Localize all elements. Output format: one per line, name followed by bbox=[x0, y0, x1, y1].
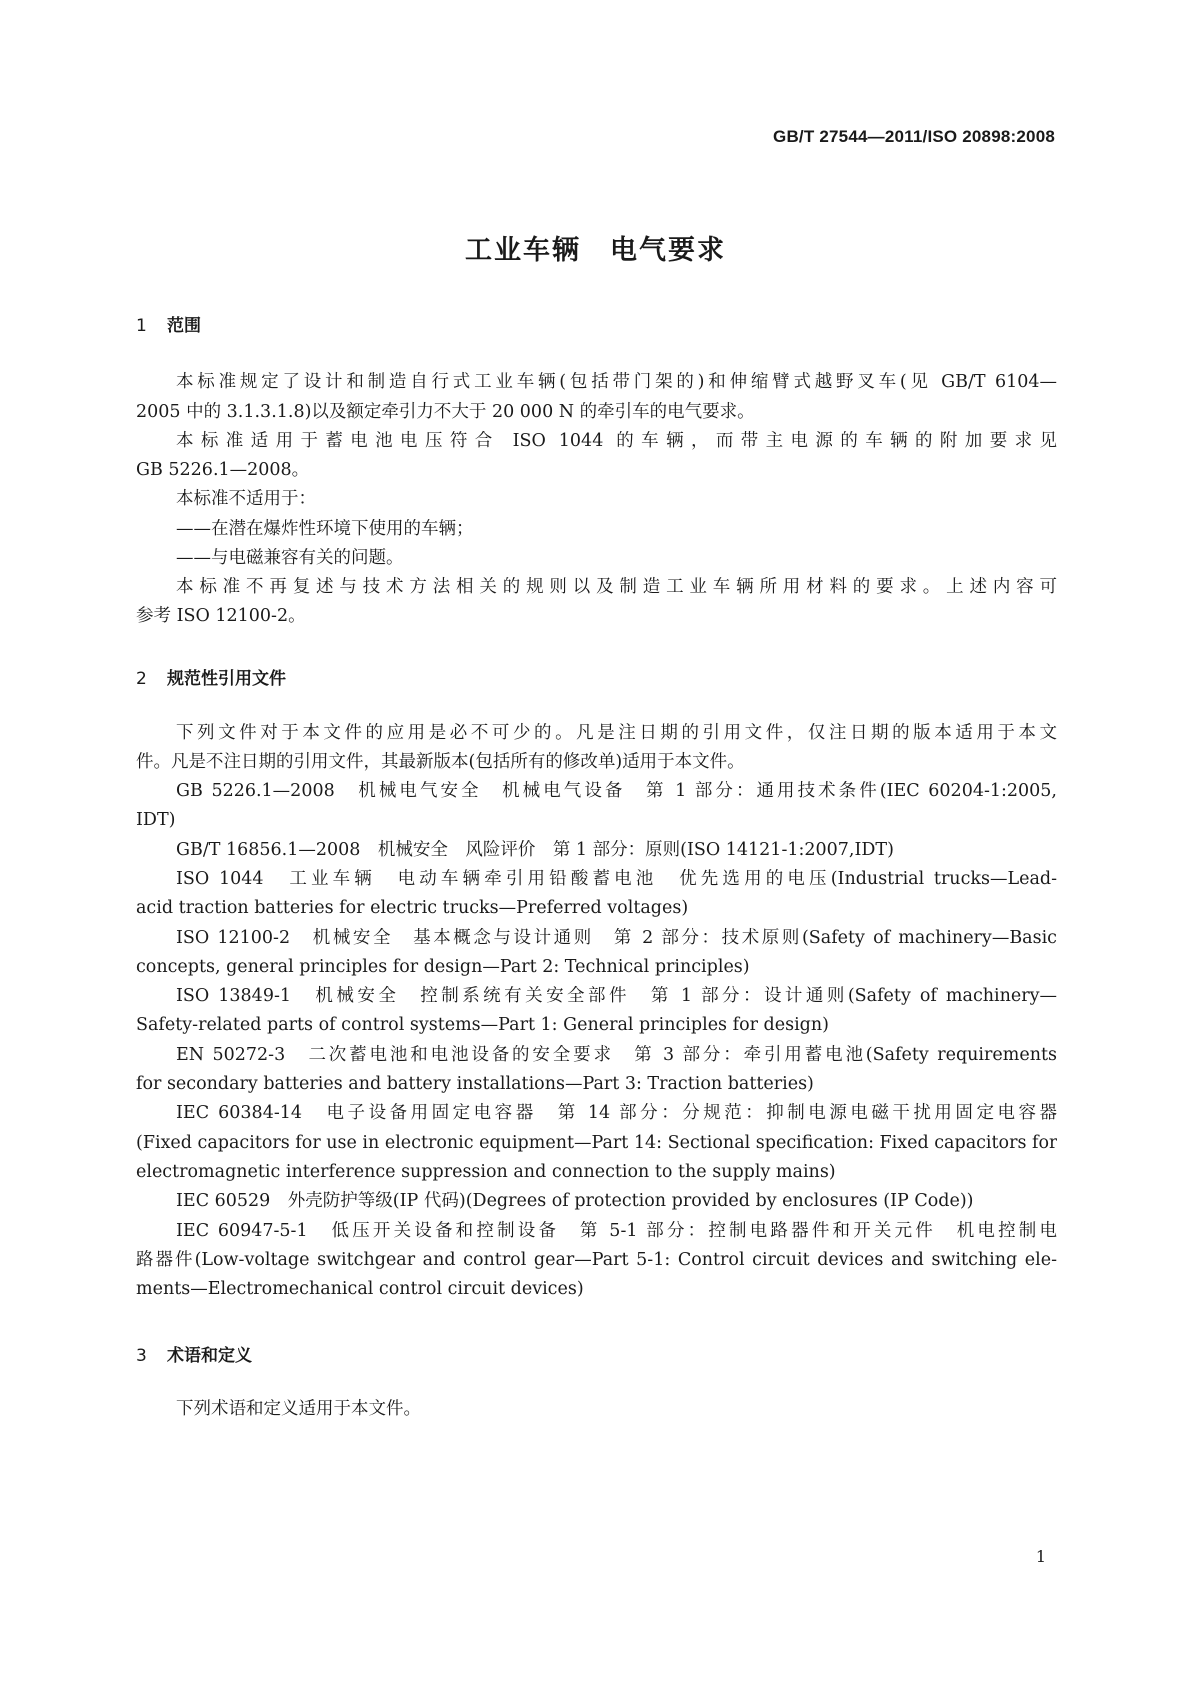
paragraph-line: 下列文件对于本文件的应用是必不可少的。凡是注日期的引用文件，仅注日期的版本适用于本文 bbox=[176, 723, 1057, 743]
reference-entry: ISO 12100-2 机械安全 基本概念与设计通则 第 2 部分：技术原则(Safety of machinery—Basic bbox=[176, 928, 1057, 948]
paragraph-line: 下列术语和定义适用于本文件。 bbox=[176, 1399, 421, 1419]
section-heading-normative-references bbox=[136, 664, 286, 689]
section-title: 范围 bbox=[167, 316, 201, 336]
paragraph-line: 本标准规定了设计和制造自行式工业车辆(包括带门架的)和伸缩臂式越野叉车(见 GB/T 6104— bbox=[176, 372, 1057, 392]
reference-entry-continued: IDT) bbox=[136, 810, 176, 830]
paragraph-line: GB 5226.1—2008。 bbox=[136, 460, 310, 480]
reference-entry-continued: acid traction batteries for electric trucks—Preferred voltages) bbox=[136, 898, 689, 918]
standard-code: GB/T 27544—2011/ISO 20898:2008 bbox=[773, 127, 1055, 146]
reference-entry: ISO 13849-1 机械安全 控制系统有关安全部件 第 1 部分：设计通则(Safety of machinery— bbox=[176, 986, 1057, 1006]
section-title: 规范性引用文件 bbox=[167, 669, 286, 689]
paragraph-line: 本标准不适用于： bbox=[176, 489, 316, 509]
paragraph-line: 本标准适用于蓄电池电压符合 ISO 1044 的车辆，而带主电源的车辆的附加要求见 bbox=[176, 431, 1057, 451]
reference-entry-continued: ments—Electromechanical control circuit devices) bbox=[136, 1279, 584, 1299]
reference-entry: GB 5226.1—2008 机械电气安全 机械电气设备 第 1 部分：通用技术条件(IEC 60204-1:2005, bbox=[176, 781, 1057, 801]
reference-entry: IEC 60529 外壳防护等级(IP 代码)(Degrees of protection provided by enclosures (IP Code)) bbox=[176, 1191, 974, 1211]
paragraph-line: 件。凡是不注日期的引用文件，其最新版本(包括所有的修改单)适用于本文件。 bbox=[136, 752, 745, 772]
section-heading-terms-definitions bbox=[136, 1341, 252, 1366]
section-number: 2 bbox=[136, 669, 147, 689]
reference-entry-continued: 路器件(Low-voltage switchgear and control gear—Part 5-1: Control circuit devices and switching ele- bbox=[136, 1250, 1057, 1270]
reference-entry: ISO 1044 工业车辆 电动车辆牵引用铅酸蓄电池 优先选用的电压(Industrial trucks—Lead- bbox=[176, 869, 1057, 889]
page-number: 1 bbox=[1035, 1547, 1046, 1566]
reference-entry-continued: (Fixed capacitors for use in electronic equipment—Part 14: Sectional specification: Fixed capacitors for bbox=[136, 1133, 1057, 1153]
reference-entry: GB/T 16856.1—2008 机械安全 风险评价 第 1 部分：原则(ISO 14121-1:2007,IDT) bbox=[176, 840, 894, 860]
reference-entry: IEC 60384-14 电子设备用固定电容器 第 14 部分：分规范：抑制电源电磁干扰用固定电容器 bbox=[176, 1103, 1057, 1123]
reference-entry: EN 50272-3 二次蓄电池和电池设备的安全要求 第 3 部分：牵引用蓄电池(Safety requirements bbox=[176, 1045, 1057, 1065]
section-number: 1 bbox=[136, 316, 147, 336]
document-title: 工业车辆 电气要求 bbox=[465, 235, 726, 266]
paragraph-line: 2005 中的 3.1.3.1.8)以及额定牵引力不大于 20 000 N 的牵引车的电气要求。 bbox=[136, 402, 755, 422]
list-item: ——在潜在爆炸性环境下使用的车辆； bbox=[176, 519, 474, 539]
list-item: ——与电磁兼容有关的问题。 bbox=[176, 548, 404, 568]
section-heading-scope bbox=[136, 311, 201, 336]
reference-entry-continued: for secondary batteries and battery installations—Part 3: Traction batteries) bbox=[136, 1074, 814, 1094]
section-number: 3 bbox=[136, 1346, 147, 1366]
reference-entry-continued: Safety-related parts of control systems—Part 1: General principles for design) bbox=[136, 1015, 829, 1035]
reference-entry-continued: concepts, general principles for design—Part 2: Technical principles) bbox=[136, 957, 750, 977]
reference-entry: IEC 60947-5-1 低压开关设备和控制设备 第 5-1 部分：控制电路器件和开关元件 机电控制电 bbox=[176, 1221, 1057, 1241]
section-title: 术语和定义 bbox=[167, 1346, 252, 1366]
paragraph-line: 本标准不再复述与技术方法相关的规则以及制造工业车辆所用材料的要求。上述内容可 bbox=[176, 577, 1057, 597]
reference-entry-continued: electromagnetic interference suppression and connection to the supply mains) bbox=[136, 1162, 836, 1182]
paragraph-line: 参考 ISO 12100-2。 bbox=[136, 606, 306, 626]
